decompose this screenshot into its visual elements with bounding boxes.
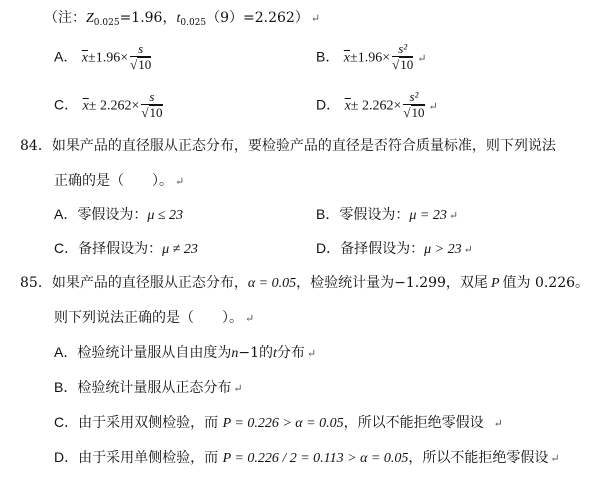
paragraph-mark: ↵ bbox=[245, 312, 255, 325]
t-subscript: 0.025 bbox=[180, 18, 207, 28]
q84-option-a bbox=[54, 205, 183, 225]
z-symbol: Z bbox=[86, 11, 94, 26]
question-text: 正确的是（ ）。 bbox=[54, 173, 173, 189]
option-math: μ ≠ 23 bbox=[162, 242, 198, 257]
paragraph-mark: ↵ bbox=[448, 209, 459, 222]
option-math: P = 0.226 > α = 0.05 bbox=[222, 416, 344, 431]
option-label: 备择假设为： bbox=[340, 241, 425, 257]
fraction-denominator: 10 bbox=[400, 57, 414, 72]
q85-option-a bbox=[54, 343, 316, 363]
xbar-symbol: $\overline{x}$ bbox=[81, 50, 89, 66]
option-math: μ ≤ 23 bbox=[147, 208, 184, 223]
fraction-denominator: 10 bbox=[411, 105, 425, 120]
q83-option-d bbox=[316, 90, 438, 121]
note-prefix: （注： bbox=[44, 10, 86, 26]
option-label: 零假设为： bbox=[77, 207, 148, 223]
fraction bbox=[130, 42, 151, 73]
q85-option-c bbox=[54, 413, 503, 433]
question-text: 值为 0.226。 bbox=[502, 275, 590, 291]
t-symbol: t bbox=[176, 11, 181, 26]
q85-option-d bbox=[54, 448, 560, 468]
option-label: 备择假设为： bbox=[78, 241, 163, 257]
option-math: μ > 23 bbox=[424, 242, 462, 257]
q83-option-b bbox=[316, 42, 426, 73]
q84-option-d bbox=[316, 239, 473, 259]
q85-option-b bbox=[54, 378, 243, 398]
option-text: 由于采用双侧检验，而 bbox=[78, 415, 223, 431]
q84-stem-line2 bbox=[54, 172, 184, 191]
xbar-symbol: $\overline{x}$ bbox=[344, 98, 351, 114]
option-operator: ±1.96× bbox=[88, 50, 129, 66]
option-letter: D． bbox=[316, 96, 341, 113]
option-operator: ± 2.262× bbox=[350, 98, 402, 114]
paragraph-mark: ↵ bbox=[310, 12, 321, 25]
question-text: 如果产品的直径服从正态分布，要检验产品的直径是否符合质量标准，则下列说法 bbox=[51, 138, 556, 154]
option-letter: C． bbox=[54, 240, 79, 256]
xbar-symbol: $\overline{x}$ bbox=[343, 50, 351, 66]
paragraph-mark: ↵ bbox=[175, 175, 185, 188]
paragraph-mark: ↵ bbox=[417, 51, 427, 65]
q85-stem-line2 bbox=[54, 309, 254, 328]
option-text: ，所以不能拒绝零假设 bbox=[408, 450, 549, 466]
paragraph-mark: ↵ bbox=[306, 347, 317, 360]
option-operator: ±1.96× bbox=[350, 50, 391, 66]
option-text: 检验统计量服从正态分布 bbox=[77, 380, 232, 396]
fraction-denominator: 10 bbox=[138, 57, 152, 72]
fraction bbox=[403, 90, 424, 121]
q83-option-a bbox=[54, 42, 153, 73]
z-subscript: 0.025 bbox=[93, 18, 120, 28]
paragraph-mark: ↵ bbox=[550, 452, 560, 465]
question-text: 则下列说法正确的是（ ）。 bbox=[54, 310, 243, 326]
fraction bbox=[392, 42, 413, 73]
q83-option-c bbox=[54, 90, 165, 121]
option-operator: ± 2.262× bbox=[88, 98, 140, 114]
option-letter: D． bbox=[54, 449, 79, 465]
p-symbol: P bbox=[490, 276, 500, 291]
fraction-numerator: s bbox=[130, 42, 151, 57]
option-letter: C． bbox=[54, 96, 79, 113]
paragraph-mark: ↵ bbox=[428, 99, 438, 113]
paragraph-mark: ↵ bbox=[463, 243, 473, 256]
option-text: −1的 bbox=[238, 345, 273, 361]
option-letter: A． bbox=[54, 344, 78, 360]
option-letter: A． bbox=[54, 48, 78, 65]
xbar-symbol: $\overline{x}$ bbox=[82, 98, 89, 114]
option-text: 检验统计量服从自由度为 bbox=[77, 345, 232, 361]
option-letter: A． bbox=[54, 206, 78, 222]
option-letter: D． bbox=[316, 240, 341, 256]
option-letter: B． bbox=[316, 206, 340, 222]
question-text: ，检验统计量为−1.299，双尾 bbox=[296, 275, 488, 291]
option-text: 分布 bbox=[276, 345, 305, 361]
paragraph-mark: ↵ bbox=[233, 382, 243, 395]
question-number: 85． bbox=[20, 275, 52, 291]
paragraph-mark: ↵ bbox=[493, 417, 503, 430]
option-math: n bbox=[231, 346, 239, 361]
option-math: P = 0.226 / 2 = 0.113 > α = 0.05 bbox=[222, 451, 409, 466]
t-value: （9）=2.262） bbox=[206, 10, 309, 26]
option-math: μ = 23 bbox=[409, 208, 447, 223]
sqrt-icon: √ bbox=[130, 57, 138, 72]
q84-option-b bbox=[316, 205, 458, 225]
sqrt-icon: √ bbox=[392, 57, 400, 72]
fraction-denominator: 10 bbox=[149, 105, 163, 120]
sqrt-icon: √ bbox=[403, 105, 411, 120]
fraction-numerator: s² bbox=[403, 90, 424, 105]
option-letter: B． bbox=[316, 48, 340, 65]
option-math: t bbox=[272, 346, 277, 361]
z-value: =1.96， bbox=[119, 10, 177, 26]
fraction-numerator: s² bbox=[392, 42, 413, 57]
q85-stem-line1 bbox=[20, 274, 589, 293]
q84-stem-line1 bbox=[20, 137, 556, 155]
option-label: 零假设为： bbox=[339, 207, 410, 223]
option-letter: C． bbox=[54, 414, 79, 430]
option-text: ，所以不能拒绝零假设 bbox=[343, 415, 484, 431]
option-letter: B． bbox=[54, 379, 78, 395]
option-text: 由于采用单侧检验，而 bbox=[78, 450, 223, 466]
alpha-math: α = 0.05 bbox=[247, 276, 297, 291]
fraction bbox=[141, 90, 162, 121]
fraction-numerator: s bbox=[141, 90, 162, 105]
note-line bbox=[44, 9, 320, 32]
question-number: 84． bbox=[20, 138, 52, 154]
sqrt-icon: √ bbox=[141, 105, 149, 120]
q84-option-c bbox=[54, 239, 198, 259]
question-text: 如果产品的直径服从正态分布， bbox=[51, 275, 248, 291]
